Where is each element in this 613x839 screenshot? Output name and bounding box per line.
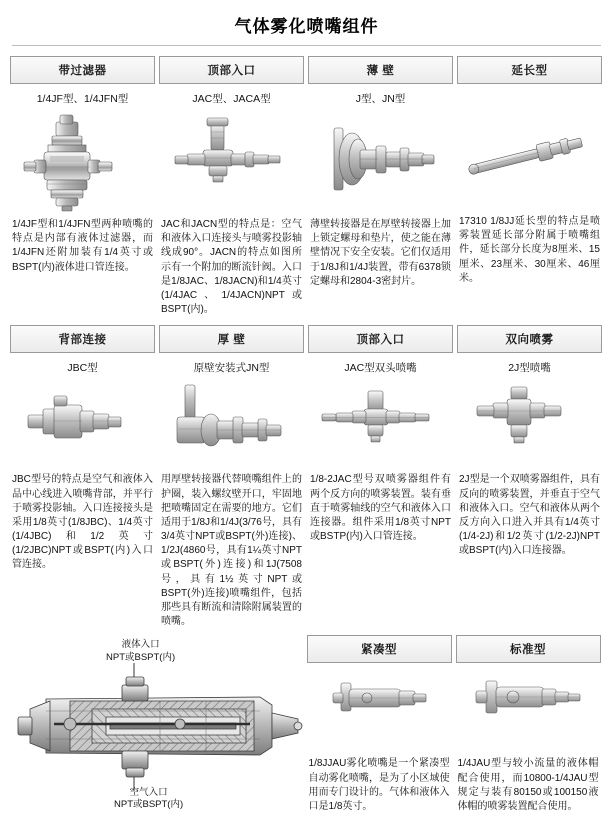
card-subtitle [457, 84, 602, 107]
dual-head-top-inlet-illustration [308, 379, 453, 469]
nozzle-cutaway-diagram [10, 639, 303, 809]
cutaway-panel [10, 635, 303, 809]
thin-wall-adapter-illustration [308, 110, 453, 214]
card-back-connect [10, 325, 155, 572]
card-body: JBC型号的特点是空气和液体入品中心线进入喷嘴背部，并平行于喷雾投影轴。入口连接接头是采用1/8英寸(1/8JBC)、1/4英寸(1/4JBC)和1/2英寸(1/2JBC)NPT或BSPT(内)入口管连接。 [12, 474, 153, 571]
air-inlet-label-line1: 空气入口 [129, 786, 168, 798]
card-body: 1/8-2JAC型号双喷雾器组件有两个反方向的喷雾装置。装有垂直于喷雾轴线的空气和液体入口连接器。组件采用1/8英寸NPT或BSTP(内)入口管连接。 [310, 474, 451, 543]
card-subtitle: JBC型 [67, 362, 98, 375]
card-subtitle: J型、JN型 [355, 93, 406, 105]
liquid-inlet-label-line2: NPT或BSPT(内) [106, 651, 176, 663]
card-body: JAC和JACN型的特点是：空气和液体入口连接头与喷雾投影轴线成90°。JACN的特点如图所示有一个附加的断流针阀。入口是1/8JAC、1/8JACN)和1/4英寸(1/4JAC、1/4JACN)NPT或BSPT(内)。 [161, 219, 302, 316]
card-subtitle: 原壁安装式JN型 [193, 362, 270, 375]
two-way-spray-illustration [457, 379, 602, 469]
card-heading: 紧凑型 [307, 635, 452, 663]
card-body: 用厚壁转接器代替喷嘴组件上的护圈，装入螺纹壁开口，牢固地把喷嘴固定在需要的地方。它们适用于1/8J和1/4J(3/76号，具有3/4英寸NPT或BSPT(外)连接)、1/2J(4860号，具有1¼英寸NPT或BSPT(外)连接)和1J(7508号，具有1½英寸NPT或BSPT(外)连接)喷嘴组件，包括那些具有断流和清除附属装置的喷嘴。 [161, 474, 302, 628]
card-body: 2J型是一个双喷雾器组件，具有反向的喷雾装置，并垂直于空气和液体入口。空气和液体从两个反方向入口进入并具有1/4英寸(1/4-2J)和1/2英寸(1/2-2J)NPT或BSPT(内)入口连接器。 [459, 474, 600, 557]
bottom-section [10, 635, 603, 814]
standard-nozzle-illustration [456, 663, 601, 753]
card-filter-nozzle [10, 56, 155, 275]
card-heading: 带过滤器 [10, 56, 155, 84]
liquid-inlet-label-line1: 液体入口 [121, 639, 160, 651]
compact-nozzle-illustration [307, 663, 452, 753]
air-inlet-label-line2: NPT或BSPT(内) [114, 799, 184, 811]
card-top-inlet [159, 56, 304, 317]
card-thin-wall [308, 56, 453, 289]
card-subtitle: JAC型双头喷嘴 [344, 362, 417, 375]
card-heading: 顶部入口 [308, 325, 453, 353]
card-two-way-spray [457, 325, 602, 558]
card-standard [456, 635, 601, 814]
card-heading: 厚 壁 [159, 325, 304, 353]
card-thick-wall [159, 325, 304, 629]
card-row-1 [10, 56, 603, 317]
card-body: 1/8JJAU雾化喷嘴是一个紧凑型自动雾化喷嘴，是为了小区域使用而专门设计的。气体和液体入口是1/8英寸。 [308, 758, 450, 812]
back-connect-nozzle-illustration [10, 379, 155, 469]
card-body: 薄壁转接器是在厚壁转接器上加上锁定螺母和垫片，使之能在薄壁情况下安全安装。它们仅适用于1/8J和1/4J装置，带有6378锁定螺母和2804-3密封片。 [310, 219, 451, 287]
card-compact [307, 635, 452, 814]
card-heading: 双向喷雾 [457, 325, 602, 353]
card-body: 1/4JAU型与较小流量的液体帽配合使用，而10800-1/4JAU型规定与装有80150或100150液体帽的喷雾装置配合使用。 [457, 758, 599, 812]
card-heading: 背部连接 [10, 325, 155, 353]
card-heading: 薄 壁 [308, 56, 453, 84]
thick-wall-adapter-illustration [159, 379, 304, 469]
top-inlet-nozzle-illustration [159, 110, 304, 214]
title-divider [12, 45, 601, 46]
card-heading: 标准型 [456, 635, 601, 663]
card-heading: 顶部入口 [159, 56, 304, 84]
nozzle-with-filter-illustration [10, 110, 155, 214]
page-title: 气体雾化喷嘴组件 [234, 17, 379, 36]
card-dual-head-top-inlet [308, 325, 453, 544]
card-heading: 延长型 [457, 56, 602, 84]
card-row-2 [10, 325, 603, 629]
card-body: 17310 1/8JJ延长型的特点是喷雾装置延长部分附属于喷嘴组件，延长部分长度为8厘米、15厘米、23厘米、30厘米、46厘米。 [459, 216, 600, 284]
card-subtitle: 1/4JF型、1/4JFN型 [36, 93, 129, 105]
extension-nozzle-illustration [457, 107, 602, 211]
card-subtitle: JAC型、JACA型 [192, 93, 271, 105]
card-extension [457, 56, 602, 286]
card-row-3 [307, 635, 603, 814]
card-subtitle: 2J型喷嘴 [508, 362, 551, 375]
card-body: 1/4JF型和1/4JFN型两种喷嘴的特点是内部有液体过滤器，而1/4JFN还附加装有1/4英寸或BSPT(内)液体进口管连接。 [12, 219, 153, 273]
